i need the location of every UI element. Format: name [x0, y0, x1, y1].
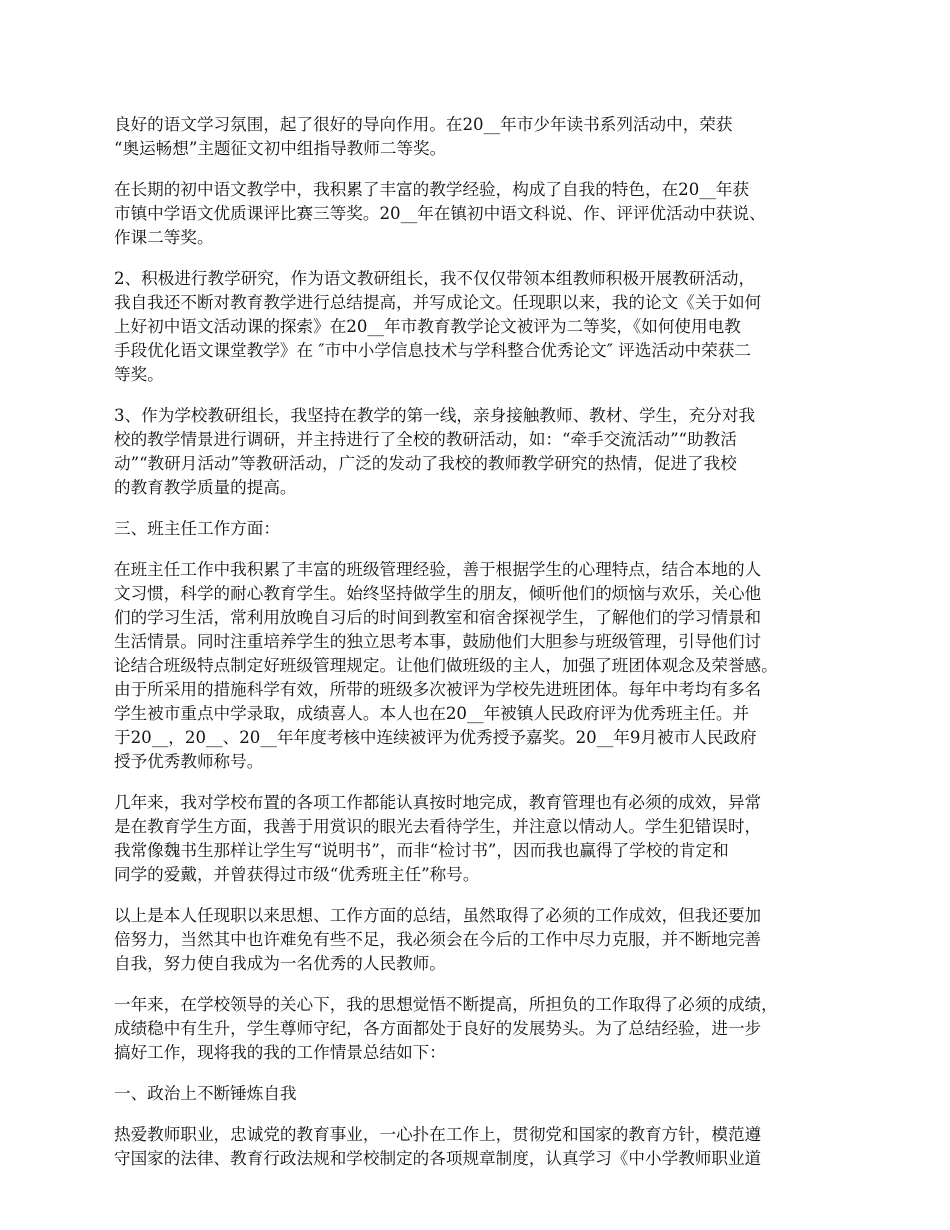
paragraph-years-work: 几年来，我对学校布置的各项工作都能认真按时地完成，教育管理也有必须的成效，异常 是在教育学生方面，我善于用赏识的眼光去看待学生，并注意以情动人。学生犯错误时， 我常像魏书生那样让学生写“说明书”，而非“检讨书”，因而我也赢得了学校的肯定和 同学的爱戴，并曾获得过市级“优秀班主任”称号。 — [114, 793, 762, 884]
paragraph-class-management: 在班主任工作中我积累了丰富的班级管理经验，善于根据学生的心理特点，结合本地的人 文习惯，科学的耐心教育学生。始终坚持做学生的朋友，倾听他们的烦恼与欢乐，关心他 们的学习生活，常利用放晚自习后的时间到教室和宿舍探视学生，了解他们的学习情景和 生活情景。同时注重培养学生的独立思考本事，鼓励他们大胆参与班级管理，引导他们讨 论结合班级特点制定好班级管理规定。让他们做班级的主人，加强了班团体观念及荣誉感。 由于所采用的措施科学有效，所带的班级多次被评为学校先进班团体。每年中考均有多名 学生被市重点中学录取，成绩喜人。本人也在20__年被镇人民政府评为优秀班主任。并 于20__，20__、20__年年度考核中连续被评为优秀授予嘉奖。20__年9月被市人民政府 授予优秀教师称号。 — [114, 560, 778, 771]
section-heading-politics: 一、政治上不断锤炼自我 — [114, 1084, 297, 1103]
paragraph-summary: 以上是本人任现职以来思想、工作方面的总结，虽然取得了必须的工作成效，但我还要加 倍努力，当然其中也许难免有些不足，我必须会在今后的工作中尽力克服，并不断地完善 自我，努力使自我成为一名优秀的人民教师。 — [114, 906, 762, 973]
paragraph-year-review: 一年来，在学校领导的关心下，我的思想觉悟不断提高，所担负的工作取得了必须的成绩， 成绩稳中有生升，学生尊师守纪，各方面都处于良好的发展势头。为了总结经验，进一步 搞好工作，现将我的我的工作情景总结如下： — [114, 995, 778, 1062]
paragraph-teaching-experience: 在长期的初中语文教学中，我积累了丰富的教学经验，构成了自我的特色，在20__年获 市镇中学语文优质课评比赛三等奖。20__年在镇初中语文科说、作、评评优活动中获说、 作课二等奖。 — [114, 180, 766, 247]
paragraph-research-group-leader: 3、作为学校教研组长，我坚持在教学的第一线，亲身接触教师、教材、学生，充分对我 校的教学情景进行调研，并主持进行了全校的教研活动，如：“牵手交流活动”“助教活 动”“教研月活动”等教研活动，广泛的发动了我校的教师教学研究的热情，促进了我校 的教育教学质量的提高。 — [114, 406, 756, 497]
paragraph-teaching-research: 2、积极进行教学研究，作为语文教研组长，我不仅仅带领本组教师积极开展教研活动， 我自我还不断对教育教学进行总结提高，并写成论文。任现职以来，我的论文《关于如何 上好初中语文活动课的探索》在20__年市教育教学论文被评为二等奖，《如何使用电教 手段优化语文课堂教学》在 ″市中小学信息技术与学科整合优秀论文″ 评选活动中荣获二 等奖。 — [114, 269, 762, 384]
paragraph-reading-award: 良好的语文学习氛围，起了很好的导向作用。在20__年市少年读书系列活动中，荣获 “奥运畅想”主题征文初中组指导教师二等奖。 — [114, 115, 733, 158]
paragraph-professional-ethics: 热爱教师职业，忠诚党的教育事业，一心扑在工作上，贯彻党和国家的教育方针，模范遵 守国家的法律、教育行政法规和学校制定的各项规章制度，认真学习《中小学教师职业道 — [114, 1125, 762, 1168]
section-heading-class-teacher: 三、班主任工作方面： — [114, 519, 280, 538]
